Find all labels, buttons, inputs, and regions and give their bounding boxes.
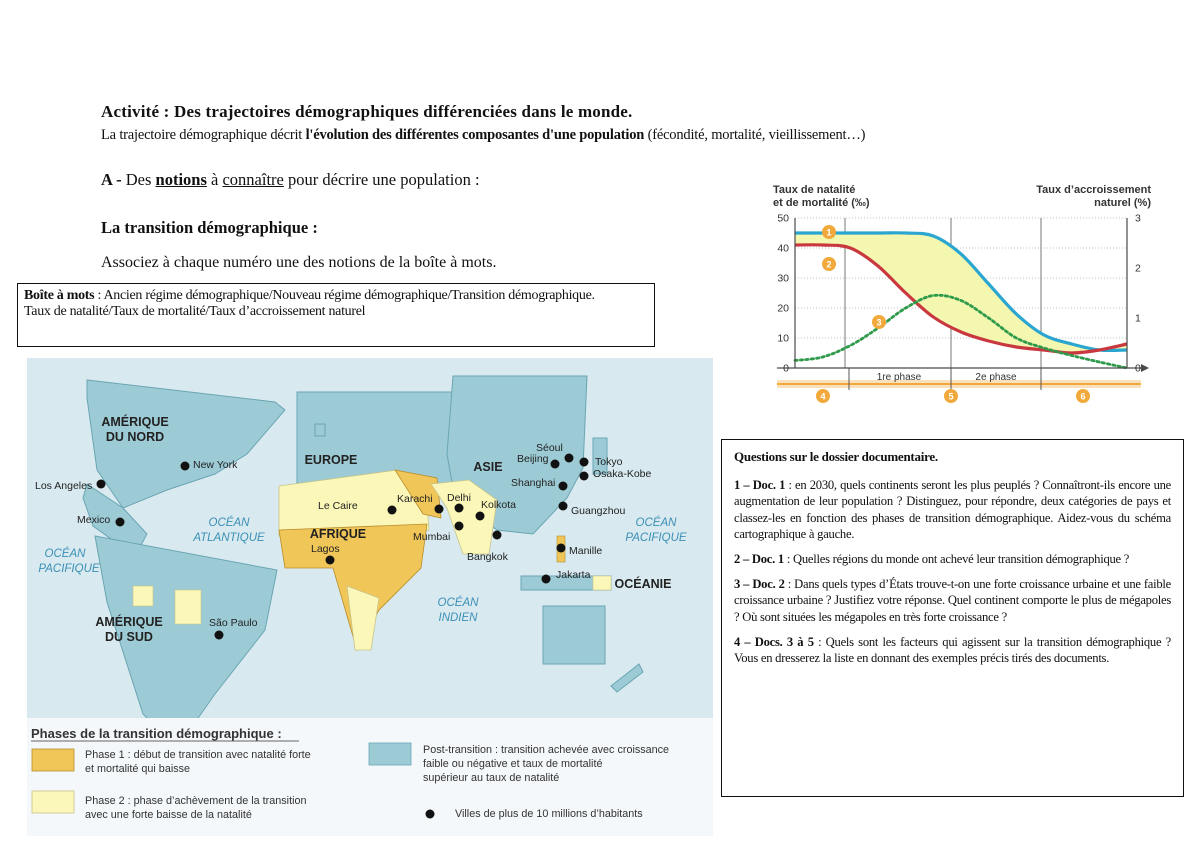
question-1-ref: 1 – Doc. 1 — [734, 478, 786, 493]
question-1 — [734, 477, 1171, 542]
label-oceania: OCÉANIE — [614, 577, 672, 591]
question-4 — [734, 634, 1171, 666]
chart-marker-1 — [822, 225, 836, 239]
label-indian-2: INDIEN — [438, 612, 478, 624]
label-indian-1: OCÉAN — [437, 597, 479, 609]
label-south-america-2: DU SUD — [105, 630, 153, 644]
city-dot-osaka — [580, 472, 589, 481]
section-a-after: pour décrire une population : — [283, 170, 480, 189]
label-south-america-1: AMÉRIQUE — [95, 615, 163, 629]
legend-post-line2: faible ou négative et taux de mortalité — [423, 758, 603, 770]
transition-heading: La transition démographique : — [101, 218, 318, 237]
chart-marker-6 — [1076, 389, 1090, 403]
city-dot-kolkota — [476, 512, 485, 521]
label-asia: ASIE — [473, 460, 503, 474]
chart-axis-titles — [773, 184, 1151, 209]
south-america-phase2-patch — [175, 590, 201, 624]
section-a-notions: notions — [155, 170, 207, 189]
intro-bold: l'évolution des différentes composantes d'une population — [305, 127, 645, 143]
city-dot-manille — [557, 544, 566, 553]
chart-left-ticks — [777, 213, 789, 375]
label-north-america-2: DU NORD — [105, 430, 165, 444]
label-europe: EUROPE — [304, 453, 358, 467]
legend-phase2-line2: avec une forte baisse de la natalité — [85, 809, 252, 821]
word-box-terms: : Ancien régime démographique/Nouveau régime démographique/Transition démographique. — [94, 288, 595, 303]
city-dot-tokyo — [580, 458, 589, 467]
activity-title: Activité : Des trajectoires démographiques différenciées dans le monde. — [101, 102, 633, 121]
questions-title: Questions sur le dossier documentaire. — [734, 449, 938, 464]
label-atlantic-2: ATLANTIQUE — [193, 532, 265, 544]
question-2 — [734, 551, 1171, 567]
city-dot-delhi — [455, 504, 464, 513]
demographic-transition-map — [27, 358, 713, 836]
chart-left-tick-10: 10 — [777, 332, 789, 345]
chart-marker-3 — [872, 315, 886, 329]
city-label-karachi: Karachi — [397, 493, 433, 505]
legend-phase2-line1: Phase 2 : phase d’achèvement de la transition — [85, 795, 307, 807]
south-america-phase2-patch-2 — [133, 586, 153, 606]
city-label-guangzhou: Guangzhou — [571, 505, 626, 517]
city-dot-mumbai — [455, 522, 464, 531]
city-label-shanghai: Shanghai — [511, 477, 556, 489]
chart-left-tick-30: 30 — [777, 272, 789, 285]
city-label-delhi: Delhi — [447, 492, 471, 504]
question-3-ref: 3 – Doc. 2 — [734, 577, 785, 592]
label-atlantic-1: OCÉAN — [208, 517, 250, 529]
legend-city-dot — [426, 810, 435, 819]
city-label-sao-paulo: São Paulo — [209, 617, 258, 629]
chart-phase1-label: 1re phase — [876, 372, 922, 383]
chart-marker-3-text: 3 — [876, 317, 882, 328]
intro-before: La trajectoire démographique décrit — [101, 127, 306, 143]
chart-marker-2-text: 2 — [826, 259, 832, 270]
city-label-los-angeles: Los Angeles — [35, 480, 93, 492]
city-label-new-york: New York — [193, 459, 238, 471]
label-pacific-west-1: OCÉAN — [44, 548, 86, 560]
city-label-manille: Manille — [569, 545, 603, 557]
question-4-ref: 4 – Docs. 3 à 5 — [734, 634, 814, 649]
chart-right-ticks — [1135, 213, 1141, 375]
chart-left-axis-title-2: et de mortalité (‰) — [773, 197, 870, 209]
section-a-before: Des — [125, 170, 156, 189]
section-a-connaitre: connaître — [222, 170, 284, 189]
transition-chart — [765, 180, 1165, 405]
chart-marker-1-text: 1 — [826, 227, 832, 238]
city-label-bangkok: Bangkok — [467, 551, 508, 563]
city-label-beijing: Beijing — [517, 453, 549, 465]
chart-phase-band — [777, 368, 1141, 390]
chart-marker-6-text: 6 — [1080, 391, 1086, 402]
label-africa: AFRIQUE — [309, 527, 367, 541]
chart-marker-4 — [816, 389, 830, 403]
legend-post-line3: supérieur au taux de natalité — [423, 772, 560, 784]
legend-phase1-line1: Phase 1 : début de transition avec natalité forte — [85, 749, 311, 761]
city-label-jakarta: Jakarta — [556, 569, 591, 581]
legend-phase1-line2: et mortalité qui baisse — [85, 763, 191, 775]
label-pacific-west-2: PACIFIQUE — [38, 563, 100, 575]
city-dot-le-caire — [388, 506, 397, 515]
chart-left-tick-0: 0 — [783, 362, 789, 375]
section-a-prefix: A - — [101, 170, 126, 189]
city-dot-new-york — [181, 462, 190, 471]
chart-right-axis-title-1: Taux d’accroissement — [1036, 184, 1151, 196]
intro-text — [101, 127, 865, 144]
question-3-text: : Dans quels types d’États trouve-t-on une forte croissance urbaine et une faible croissance urbaine ? Justifiez votre réponse. Quel continent comporte le plus de mégapoles ? Où sont situées les mégapoles en très forte croissance ? — [734, 577, 1171, 624]
word-box-line1 — [24, 288, 648, 304]
city-label-osaka: Osaka-Kobe — [593, 468, 652, 480]
intro-after: (fécondité, mortalité, vieillissement…) — [644, 127, 866, 143]
legend-swatch-phase1 — [32, 749, 74, 771]
label-pacific-east-2: PACIFIQUE — [625, 532, 687, 544]
legend-swatch-phase2 — [32, 791, 74, 813]
chart-marker-4-text: 4 — [820, 391, 826, 402]
chart-marker-5 — [944, 389, 958, 403]
chart-left-axis-title-1: Taux de natalité — [773, 184, 856, 196]
map-legend-title: Phases de la transition démographique : — [31, 726, 282, 741]
chart-marker-2 — [822, 257, 836, 271]
europe-small-box — [315, 424, 325, 436]
chart-right-tick-2: 2 — [1135, 262, 1141, 275]
question-1-text: : en 2030, quels continents seront les plus peuplés ? Connaîtront-ils encore une augmentation de leur population ? Distinguez, pour répondre, deux catégories de pays et classez-les en fonction des phases de transition démographique. Aidez-vous du schéma cartographique à gauche. — [734, 478, 1171, 541]
chart-marker-5-text: 5 — [948, 391, 954, 402]
question-3 — [734, 576, 1171, 625]
indonesia-phase2 — [593, 576, 611, 590]
legend-swatch-post — [369, 743, 411, 765]
chart-right-tick-0: 0 — [1135, 362, 1141, 375]
label-north-america-1: AMÉRIQUE — [101, 415, 169, 429]
city-dot-karachi — [435, 505, 444, 514]
question-4-text: : Quels sont les facteurs qui agissent sur la transition démographique ? Vous en dresserez la liste en donnant des exemples précis tirés des documents. — [734, 634, 1171, 666]
word-box-label: Boîte à mots — [24, 288, 95, 303]
chart-x-axis-arrow — [1141, 364, 1149, 372]
city-label-lagos: Lagos — [311, 543, 340, 555]
legend-post-line1: Post-transition : transition achevée avec croissance — [423, 744, 670, 756]
city-dot-guangzhou — [559, 502, 568, 511]
label-pacific-east-1: OCÉAN — [635, 517, 677, 529]
city-dot-bangkok — [493, 531, 502, 540]
city-label-seoul: Séoul — [536, 442, 563, 454]
chart-right-axis-title-2: naturel (%) — [1094, 197, 1151, 209]
city-dot-beijing — [551, 460, 560, 469]
chart-phase2-label: 2e phase — [975, 372, 1017, 383]
chart-left-tick-50: 50 — [777, 212, 789, 225]
city-dot-shanghai — [559, 482, 568, 491]
city-dot-sao-paulo — [215, 631, 224, 640]
city-dot-lagos — [326, 556, 335, 565]
section-a-heading — [101, 170, 480, 190]
associate-instruction: Associez à chaque numéro une des notions de la boîte à mots. — [101, 254, 497, 271]
question-2-ref: 2 – Doc. 1 — [734, 552, 784, 567]
city-label-le-caire: Le Caire — [318, 500, 358, 512]
city-label-mumbai: Mumbai — [413, 531, 451, 543]
section-a-middle: à — [206, 170, 223, 189]
chart-left-tick-20: 20 — [777, 302, 789, 315]
chart-right-tick-1: 1 — [1135, 312, 1141, 325]
word-box — [17, 283, 655, 347]
chart-left-tick-40: 40 — [777, 242, 789, 255]
chart-right-tick-3: 3 — [1135, 212, 1141, 225]
city-dot-jakarta — [542, 575, 551, 584]
questions-box — [721, 439, 1184, 797]
legend-cities-text: Villes de plus de 10 millions d’habitants — [455, 808, 643, 820]
city-dot-seoul — [565, 454, 574, 463]
city-dot-los-angeles — [97, 480, 106, 489]
city-dot-mexico — [116, 518, 125, 527]
city-label-kolkota: Kolkota — [481, 499, 517, 511]
question-2-text: : Quelles régions du monde ont achevé leur transition démographique ? — [783, 552, 1130, 567]
word-box-line2: Taux de natalité/Taux de mortalité/Taux d’accroissement naturel — [24, 304, 366, 319]
city-label-tokyo: Tokyo — [595, 456, 623, 468]
australia-region — [543, 606, 605, 664]
city-label-mexico: Mexico — [77, 514, 111, 526]
